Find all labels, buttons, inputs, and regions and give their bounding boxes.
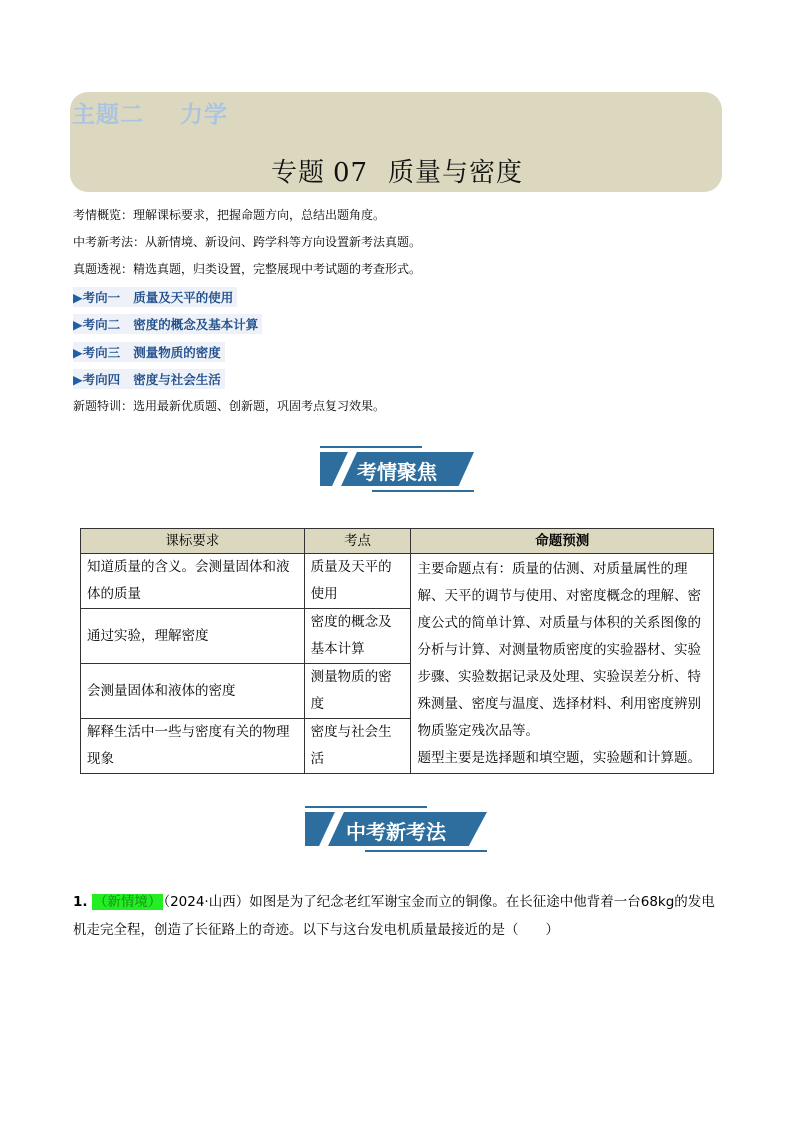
question-text: 如图是为了纪念老红军谢宝金而立的铜像。在长征途中他背着一台68kg的发电机走完全程，创造了长征路上的奇迹。以下与这台发电机质量最接近的是（ ） bbox=[73, 894, 715, 938]
table-cell: 质量及天平的使用 bbox=[304, 554, 411, 609]
question-tag: （新情境） bbox=[93, 894, 162, 910]
intro-line-new-methods: 中考新考法：从新情境、新设问、跨学科等方向设置新考法真题。 bbox=[73, 235, 422, 249]
table-cell: 知道质量的含义。会测量固体和液体的质量 bbox=[81, 554, 305, 609]
link-direction-3[interactable]: ▶考向三 测量物质的密度 bbox=[73, 342, 225, 362]
intro-line-overview: 考情概览：理解课标要求，把握命题方向，总结出题角度。 bbox=[73, 208, 386, 222]
table-header: 考点 bbox=[304, 529, 411, 554]
prediction-cell bbox=[411, 554, 714, 774]
table-cell: 会测量固体和液体的密度 bbox=[81, 664, 305, 719]
section-banner-new-methods: 中考新考法 bbox=[305, 806, 487, 852]
table-cell: 密度的概念及基本计算 bbox=[304, 609, 411, 664]
section-banner-exam-focus: 考情聚焦 bbox=[320, 446, 474, 492]
table-cell: 通过实验，理解密度 bbox=[81, 609, 305, 664]
table-cell: 测量物质的密度 bbox=[304, 664, 411, 719]
table-row bbox=[81, 554, 714, 609]
link-direction-2[interactable]: ▶考向二 密度的概念及基本计算 bbox=[73, 314, 262, 334]
table-cell: 解释生活中一些与密度有关的物理现象 bbox=[81, 719, 305, 774]
table-cell: 密度与社会生活 bbox=[304, 719, 411, 774]
table-header: 命题预测 bbox=[411, 529, 714, 554]
table-header-row bbox=[81, 529, 714, 554]
question-1: 1. （新情境） （2024·山西）如图是为了纪念老红军谢宝金而立的铜像。在长征途中他背着一台68kg的发电机走完全程，创造了长征路上的奇迹。以下与这台发电机质量最接近的是（ ） bbox=[73, 894, 715, 938]
table-header: 课标要求 bbox=[81, 529, 305, 554]
intro-line-real-questions: 真题透视：精选真题，归类设置，完整展现中考试题的考查形式。 bbox=[73, 262, 422, 276]
link-direction-1[interactable]: ▶考向一 质量及天平的使用 bbox=[73, 287, 237, 307]
question-source: （2024·山西） bbox=[163, 894, 250, 910]
topic-title: 主题二 力学 bbox=[72, 102, 229, 128]
link-direction-4[interactable]: ▶考向四 密度与社会生活 bbox=[73, 369, 225, 389]
prediction-text: 题型主要是选择题和填空题，实验题和计算题。 bbox=[417, 750, 701, 766]
requirements-table bbox=[80, 528, 714, 774]
special-title: 专题 07 质量与密度 bbox=[270, 158, 524, 188]
prediction-text: 主要命题点有：质量的估测、对质量属性的理解、天平的调节与使用、对密度概念的理解、密度公式的简单计算、对质量与体积的关系图像的分析与计算、对测量物质密度的实验器材、实验步骤、实验数据记录及处理、实验误差分析、特殊测量、密度与温度、选择材料、利用密度辨别物质鉴定残次品等。 bbox=[417, 561, 701, 739]
intro-line-training: 新题特训：选用最新优质题、创新题，巩固考点复习效果。 bbox=[73, 399, 386, 413]
